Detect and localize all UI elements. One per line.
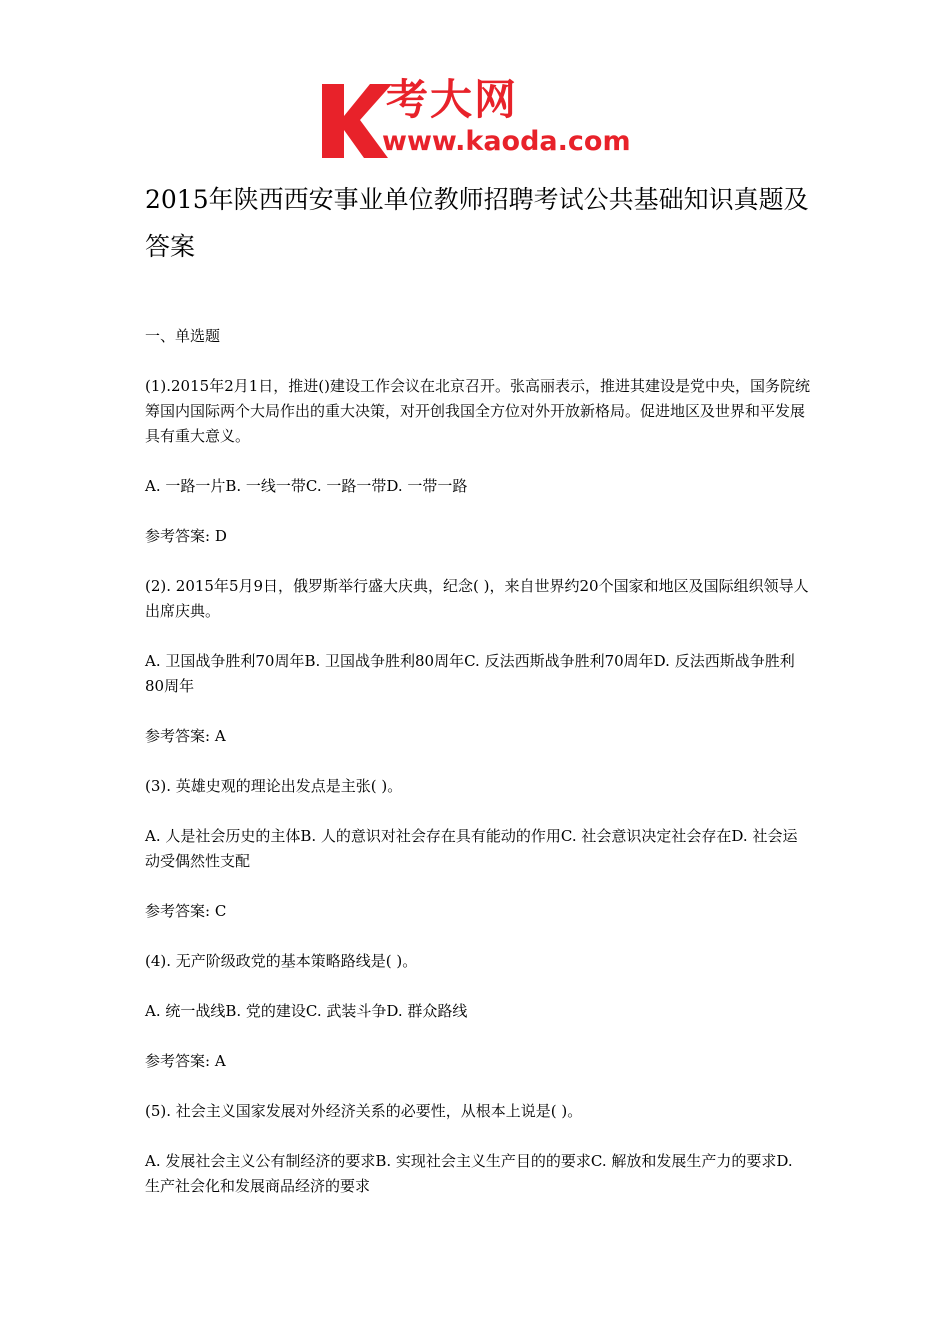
question-options: A. 人是社会历史的主体B. 人的意识对社会存在具有能动的作用C. 社会意识决定社会存在D. 社会运动受偶然性支配 [145,827,798,870]
question-answer: 参考答案: C [145,902,227,920]
question-options: A. 卫国战争胜利70周年B. 卫国战争胜利80周年C. 反法西斯战争胜利70周年D. 反法西斯战争胜利80周年 [145,652,795,695]
logo-site-name: 考大网 [386,75,519,124]
question-answer: 参考答案: A [145,727,226,745]
document-body [145,324,810,1224]
question-answer: 参考答案: D [145,527,227,545]
logo-url: www.kaoda.com [382,126,631,157]
kaoda-logo [318,76,640,160]
question-stem: (3). 英雄史观的理论出发点是主张( )。 [145,777,403,795]
question-stem: (4). 无产阶级政党的基本策略路线是( )。 [145,952,418,970]
question-stem: (1).2015年2月1日，推进()建设工作会议在北京召开。张高丽表示，推进其建设是党中央，国务院统筹国内国际两个大局作出的重大决策，对开创我国全方位对外开放新格局。促进地区及世界和平发展具有重大意义。 [145,377,810,445]
question-options: A. 一路一片B. 一线一带C. 一路一带D. 一带一路 [145,477,468,495]
question-options: A. 统一战线B. 党的建设C. 武装斗争D. 群众路线 [145,1002,468,1020]
question-answer: 参考答案: A [145,1052,226,1070]
section-heading: 一、单选题 [145,327,221,345]
question-options: A. 发展社会主义公有制经济的要求B. 实现社会主义生产目的的要求C. 解放和发展生产力的要求D. 生产社会化和发展商品经济的要求 [145,1152,793,1195]
document-title: 2015年陕西西安事业单位教师招聘考试公共基础知识真题及答案 [145,185,809,261]
question-stem: (2). 2015年5月9日，俄罗斯举行盛大庆典，纪念( )，来自世界约20个国家和地区及国际组织领导人出席庆典。 [145,577,809,620]
k-logo-icon [318,80,392,158]
question-stem: (5). 社会主义国家发展对外经济关系的必要性，从根本上说是( )。 [145,1102,583,1120]
